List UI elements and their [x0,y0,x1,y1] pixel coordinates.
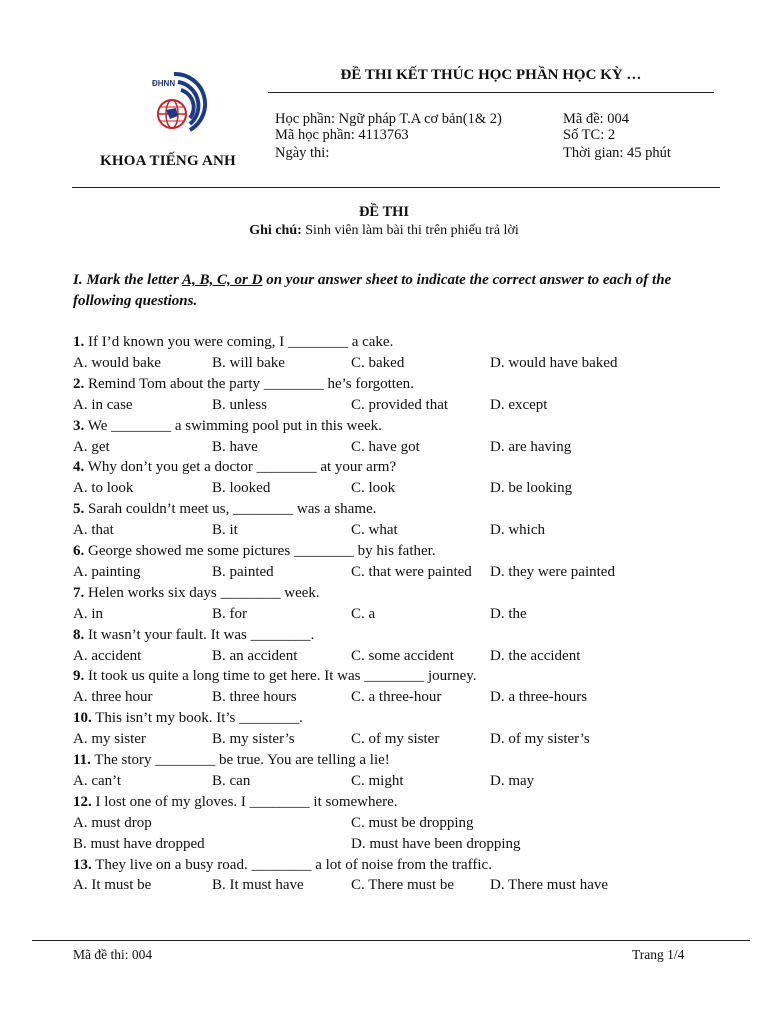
option-b: B. looked [212,480,271,497]
option-d: D. the accident [490,647,581,664]
question-3 [73,416,382,436]
option-c: C. There must be [351,877,455,894]
option-d: D. except [490,396,548,413]
question-text: I lost one of my gloves. I ________ it somewhere. [95,793,398,810]
question-text: It wasn’t your fault. It was ________. [88,626,315,643]
footer-page-number: Trang 1/4 [632,947,685,962]
option-c: C. what [351,522,398,539]
question-text: George showed me some pictures ________ by his father. [88,543,436,559]
option-c: C. might [351,772,404,789]
title-divider [268,92,714,93]
option-c: C. some accident [351,647,454,664]
question-number: 10. [73,710,92,727]
question-text: If I’d known you were coming, I ________ a cake. [88,334,394,350]
option-c: C. have got [351,438,420,455]
header-divider [72,187,720,188]
option-d: D. they were painted [490,563,615,580]
option-a: A. three hour [73,689,153,706]
option-b: B. unless [212,396,268,413]
course-code: Mã học phần: 4113763 [275,127,409,143]
option-a: A. accident [73,647,142,664]
option-c: C. baked [351,354,405,371]
question-1 [73,332,393,352]
option-c: C. a three-hour [351,689,442,706]
department-name: KHOA TIẾNG ANH [100,153,236,169]
exam-date: Ngày thi: [275,145,330,161]
question-5 [73,499,376,519]
note-label: Ghi chú: [249,223,302,238]
option-b: B. painted [212,563,274,580]
question-number: 5. [73,501,85,518]
exam-code: Mã đề: 004 [563,111,630,127]
question-13 [73,855,492,875]
option-c: C. look [351,480,396,497]
footer-divider [32,940,750,941]
option-a: A. can’t [73,772,122,789]
duration: Thời gian: 45 phút [563,145,671,161]
option-d: D. which [490,522,545,539]
question-number: 6. [73,543,85,559]
option-c: C. must be dropping [351,814,474,831]
option-a: A. to look [73,480,134,497]
logo-text: ĐHNN [152,79,176,88]
question-text: Helen works six days ________ week. [88,584,320,601]
option-a: A. that [73,522,114,539]
option-b: B. have [212,438,258,455]
option-b: B. my sister’s [212,731,295,748]
option-b: B. it [212,522,238,539]
option-d: D. be looking [490,480,573,497]
question-text: Remind Tom about the party ________ he’s forgotten. [88,375,414,392]
option-b: B. will bake [212,354,285,371]
question-text: This isn’t my book. It’s ________. [95,710,303,727]
question-10 [73,708,303,728]
option-a: A. get [73,438,110,455]
option-a: A. in [73,605,103,622]
option-c: C. provided that [351,396,449,413]
question-text: It took us quite a long time to get here. It was ________ journey. [88,668,477,685]
question-4 [73,457,396,477]
option-b: B. must have dropped [73,835,205,852]
question-number: 2. [73,375,85,392]
option-a: A. would bake [73,354,161,371]
option-d: D. a three-hours [490,689,588,706]
option-b: B. for [212,605,247,622]
option-a: A. my sister [73,731,146,748]
option-c: C. of my sister [351,731,440,748]
question-7 [73,583,320,603]
question-number: 11. [73,752,91,768]
answer-letters: A, B, C, or D [182,272,263,288]
option-b: B. an accident [212,647,298,664]
option-d: D. of my sister’s [490,731,590,748]
question-number: 13. [73,856,92,873]
question-number: 8. [73,626,85,643]
question-number: 12. [73,793,92,810]
option-b: B. can [212,772,251,789]
option-a: A. painting [73,563,141,580]
question-number: 1. [73,334,85,350]
option-d: D. would have baked [490,354,618,371]
question-8 [73,625,314,645]
question-text: Why don’t you get a doctor ________ at your arm? [87,459,397,476]
question-2 [73,374,414,394]
note-text: Sinh viên làm bài thi trên phiếu trả lời [305,223,519,238]
option-d: D. There must have [490,877,609,894]
question-number: 9. [73,668,85,685]
question-text: We ________ a swimming pool put in this week. [87,417,382,434]
page-title: ĐỀ THI [358,204,410,220]
course-name: Học phần: Ngữ pháp T.A cơ bản(1& 2) [275,111,502,127]
note-line [0,223,768,239]
option-d: D. must have been dropping [351,835,521,852]
option-d: D. the [490,605,527,622]
question-9 [73,666,477,686]
question-12 [73,792,398,812]
option-c: C. that were painted [351,563,472,580]
footer-exam-code: Mã đề thi: 004 [73,947,153,962]
question-number: 4. [73,459,85,476]
credits: Số TC: 2 [563,127,616,143]
option-b: B. three hours [212,689,297,706]
option-b: B. It must have [212,877,304,894]
university-logo [150,68,212,136]
question-text: Sarah couldn’t meet us, ________ was a shame. [88,501,377,518]
option-c: C. a [351,605,376,622]
question-text: The story ________ be true. You are telling a lie! [94,752,390,768]
option-d: D. are having [490,438,572,455]
question-number: 7. [73,584,85,601]
question-6 [73,541,436,561]
question-number: 3. [73,417,85,434]
question-text: They live on a busy road. ________ a lot of noise from the traffic. [95,856,492,873]
option-a: A. in case [73,396,133,413]
section-instruction: I. Mark the letter A, B, C, or D on your answer sheet to indicate the correct answer to each of the following questions. [73,272,672,309]
option-d: D. may [490,772,535,789]
question-11 [73,750,390,770]
option-a: A. It must be [73,877,152,894]
exam-title: ĐỀ THI KẾT THÚC HỌC PHẦN HỌC KỲ … [340,67,642,83]
option-a: A. must drop [73,814,152,831]
